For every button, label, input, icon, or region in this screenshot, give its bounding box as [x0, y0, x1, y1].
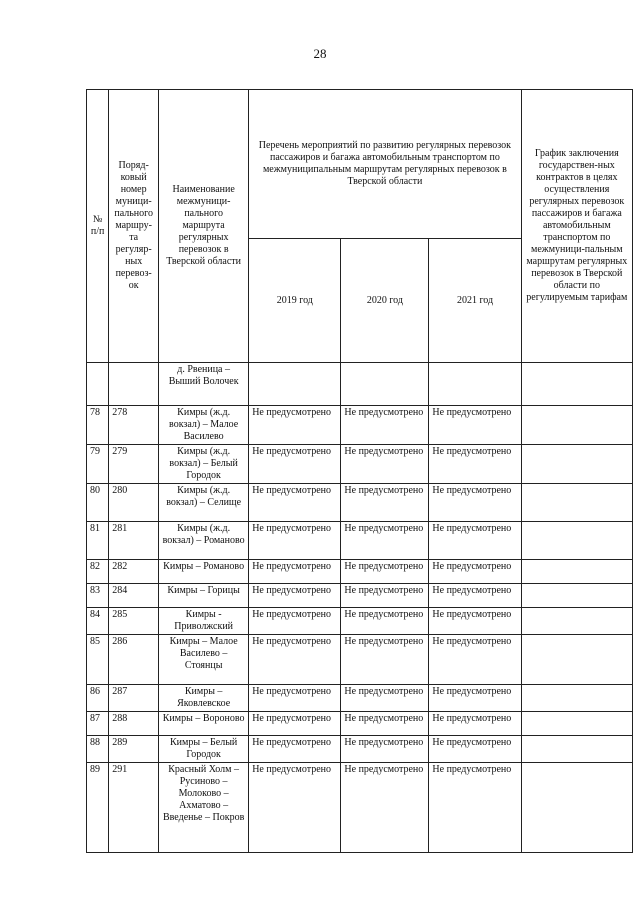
header-route-number: Поряд-ковый номер муници-пального маршру-та регуляр-ных перевоз-ок [109, 90, 159, 363]
table-row [87, 736, 633, 763]
table-row [87, 560, 633, 584]
row-year-2020 [341, 363, 429, 406]
row-route-name: Кимры – Белый Городок [159, 736, 249, 763]
table-header [87, 90, 633, 363]
row-schedule [521, 560, 632, 584]
row-year-2019: Не предусмотрено [249, 763, 341, 853]
row-year-2019: Не предусмотрено [249, 406, 341, 445]
row-year-2019: Не предусмотрено [249, 712, 341, 736]
page-number: 28 [313, 46, 327, 61]
row-year-2021: Не предусмотрено [429, 445, 521, 484]
table-row [87, 363, 633, 406]
row-year-2020: Не предусмотрено [341, 736, 429, 763]
row-route-name: д. Рвеница – Выший Волочек [159, 363, 249, 406]
row-route-number: 280 [109, 484, 159, 522]
row-route-name: Кимры – Вороново [159, 712, 249, 736]
row-year-2019: Не предусмотрено [249, 560, 341, 584]
row-year-2019: Не предусмотрено [249, 736, 341, 763]
row-year-2021: Не предусмотрено [429, 763, 521, 853]
row-num: 87 [87, 712, 109, 736]
row-schedule [521, 484, 632, 522]
row-route-number: 279 [109, 445, 159, 484]
row-route-number: 281 [109, 522, 159, 560]
row-year-2021 [429, 363, 521, 406]
row-year-2020: Не предусмотрено [341, 763, 429, 853]
header-schedule: График заключения государствен-ных контрактов в целях осуществления регулярных перевозок пассажиров и багажа автомобильным транспортом по межмуници-пальным маршрутам регулярных перевозок в Тверской области по регулируемым тарифам [521, 90, 632, 363]
row-year-2020: Не предусмотрено [341, 445, 429, 484]
header-year-2019: 2019 год [249, 239, 341, 363]
row-schedule [521, 685, 632, 712]
row-num: 81 [87, 522, 109, 560]
table-row [87, 635, 633, 685]
table-row [87, 685, 633, 712]
row-num: 79 [87, 445, 109, 484]
row-num: 80 [87, 484, 109, 522]
table-row [87, 584, 633, 608]
row-year-2019: Не предусмотрено [249, 635, 341, 685]
row-schedule [521, 363, 632, 406]
row-year-2020: Не предусмотрено [341, 608, 429, 635]
header-route-name: Наименование межмуници-пального маршрута регулярных перевозок в Тверской области [159, 90, 249, 363]
row-year-2019 [249, 363, 341, 406]
row-route-number: 278 [109, 406, 159, 445]
table-row [87, 445, 633, 484]
row-year-2020: Не предусмотрено [341, 406, 429, 445]
table-row [87, 522, 633, 560]
row-year-2019: Не предусмотрено [249, 484, 341, 522]
row-year-2021: Не предусмотрено [429, 608, 521, 635]
row-route-name: Кимры - Приволжский [159, 608, 249, 635]
row-route-name: Кимры – Малое Василево – Стоянцы [159, 635, 249, 685]
row-year-2021: Не предусмотрено [429, 406, 521, 445]
row-num: 78 [87, 406, 109, 445]
row-num: 86 [87, 685, 109, 712]
row-schedule [521, 635, 632, 685]
row-route-number [109, 363, 159, 406]
row-year-2020: Не предусмотрено [341, 712, 429, 736]
row-year-2021: Не предусмотрено [429, 584, 521, 608]
row-year-2020: Не предусмотрено [341, 685, 429, 712]
row-year-2020: Не предусмотрено [341, 522, 429, 560]
row-route-number: 289 [109, 736, 159, 763]
header-num: № п/п [87, 90, 109, 363]
row-year-2021: Не предусмотрено [429, 685, 521, 712]
row-num [87, 363, 109, 406]
table-row [87, 406, 633, 445]
row-year-2019: Не предусмотрено [249, 685, 341, 712]
header-year-2021: 2021 год [429, 239, 521, 363]
row-year-2021: Не предусмотрено [429, 560, 521, 584]
row-schedule [521, 406, 632, 445]
row-route-number: 282 [109, 560, 159, 584]
table-row [87, 608, 633, 635]
table-row [87, 484, 633, 522]
table-row [87, 763, 633, 853]
row-schedule [521, 736, 632, 763]
row-num: 84 [87, 608, 109, 635]
row-year-2021: Не предусмотрено [429, 522, 521, 560]
row-route-name: Кимры (ж.д. вокзал) – Романово [159, 522, 249, 560]
row-route-name: Кимры (ж.д. вокзал) – Белый Городок [159, 445, 249, 484]
row-route-number: 284 [109, 584, 159, 608]
row-year-2021: Не предусмотрено [429, 712, 521, 736]
row-year-2020: Не предусмотрено [341, 484, 429, 522]
row-route-number: 291 [109, 763, 159, 853]
row-num: 88 [87, 736, 109, 763]
row-num: 83 [87, 584, 109, 608]
row-route-number: 288 [109, 712, 159, 736]
routes-table [86, 89, 633, 853]
row-year-2020: Не предусмотрено [341, 635, 429, 685]
row-year-2019: Не предусмотрено [249, 445, 341, 484]
row-route-name: Кимры (ж.д. вокзал) – Малое Василево [159, 406, 249, 445]
row-num: 82 [87, 560, 109, 584]
header-year-2020: 2020 год [341, 239, 429, 363]
row-schedule [521, 445, 632, 484]
row-route-name: Кимры – Горицы [159, 584, 249, 608]
row-route-name: Кимры – Яковлевское [159, 685, 249, 712]
row-route-number: 286 [109, 635, 159, 685]
table-row [87, 712, 633, 736]
row-route-name: Кимры (ж.д. вокзал) – Селище [159, 484, 249, 522]
row-year-2020: Не предусмотрено [341, 560, 429, 584]
row-num: 89 [87, 763, 109, 853]
table-body [87, 363, 633, 853]
row-route-name: Кимры – Романово [159, 560, 249, 584]
row-schedule [521, 522, 632, 560]
row-year-2021: Не предусмотрено [429, 484, 521, 522]
row-year-2019: Не предусмотрено [249, 608, 341, 635]
row-num: 85 [87, 635, 109, 685]
row-route-number: 287 [109, 685, 159, 712]
row-year-2020: Не предусмотрено [341, 584, 429, 608]
row-route-name: Красный Холм – Русиново – Молоково – Ахматово – Введенье – Покров [159, 763, 249, 853]
row-schedule [521, 608, 632, 635]
header-measures: Перечень мероприятий по развитию регулярных перевозок пассажиров и багажа автомобильным транспортом по межмуниципальным маршрутам регулярных перевозок в Тверской области [249, 90, 521, 239]
row-year-2021: Не предусмотрено [429, 635, 521, 685]
row-year-2021: Не предусмотрено [429, 736, 521, 763]
row-schedule [521, 584, 632, 608]
row-schedule [521, 763, 632, 853]
row-schedule [521, 712, 632, 736]
row-year-2019: Не предусмотрено [249, 522, 341, 560]
row-year-2019: Не предусмотрено [249, 584, 341, 608]
row-route-number: 285 [109, 608, 159, 635]
